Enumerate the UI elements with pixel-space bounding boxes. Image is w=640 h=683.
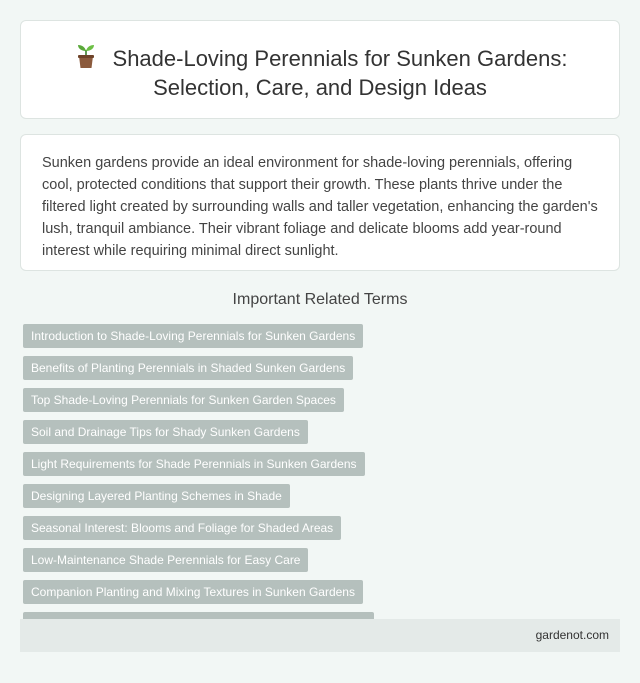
related-term-tag[interactable]: Companion Planting and Mixing Textures in Sunken Gardens xyxy=(23,580,363,604)
related-term-tag[interactable]: Seasonal Interest: Blooms and Foliage for Shaded Areas xyxy=(23,516,341,540)
page-title xyxy=(21,44,619,102)
related-terms-heading: Important Related Terms xyxy=(232,291,408,308)
related-term-tag[interactable]: Low-Maintenance Shade Perennials for Easy Care xyxy=(23,548,308,572)
related-term-tag[interactable]: Top Shade-Loving Perennials for Sunken Garden Spaces xyxy=(23,388,344,412)
related-term-tag[interactable]: Designing Layered Planting Schemes in Shade xyxy=(23,484,290,508)
intro-card xyxy=(20,134,620,271)
title-line-2: Selection, Care, and Design Ideas xyxy=(153,75,487,100)
related-terms-list xyxy=(23,324,623,644)
seedling-pot-icon xyxy=(73,42,99,70)
title-line-1: Shade-Loving Perennials for Sunken Gardens: xyxy=(112,46,568,71)
related-term-tag[interactable]: Benefits of Planting Perennials in Shaded Sunken Gardens xyxy=(23,356,353,380)
related-term-tag[interactable]: Light Requirements for Shade Perennials in Sunken Gardens xyxy=(23,452,365,476)
related-term-tag[interactable]: Introduction to Shade-Loving Perennials for Sunken Gardens xyxy=(23,324,363,348)
intro-paragraph: Sunken gardens provide an ideal environment for shade-loving perennials, offering cool, protected conditions that support their growth. These plants thrive under the filtered light created by surrounding walls and taller vegetation, enhancing the garden's lush, tranquil ambiance. Their vibrant foliage and delicate blooms add year-round interest while requiring minimal direct sunlight. xyxy=(42,155,598,259)
title-card xyxy=(20,20,620,119)
footer xyxy=(20,619,620,652)
footer-site-link[interactable]: gardenot.com xyxy=(535,628,609,642)
related-term-tag[interactable]: Soil and Drainage Tips for Shady Sunken Gardens xyxy=(23,420,308,444)
